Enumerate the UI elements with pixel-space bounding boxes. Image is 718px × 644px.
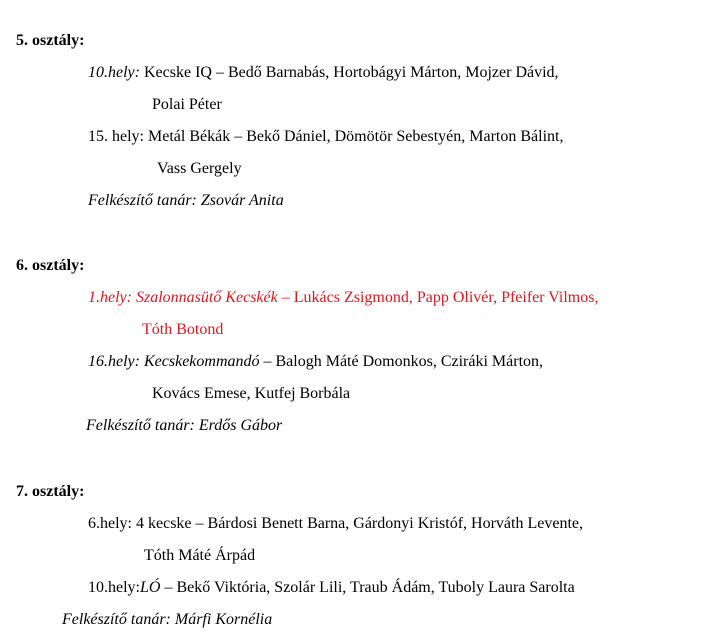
entry-place: 10.hely: [88,579,140,596]
entry-line [88,63,559,83]
entry-team: Kecskekommandó [139,353,260,370]
teacher-line: Felkészítő tanár: Márfi Kornélia [62,611,273,628]
entry-line [88,352,543,372]
entry-line [88,578,575,598]
entry-team: Szalonnasütő Kecskék [131,289,278,306]
entry-team: Metál Békák [144,128,231,145]
entry-members-continued: Polai Péter [152,96,222,113]
entry-line-highlight [88,288,598,308]
section-heading-7: 7. osztály: [16,483,85,500]
entry-members-continued: Tóth Botond [142,321,224,338]
entry-place: 1.hely: [88,289,132,306]
entry-members-continued: Tóth Máté Árpád [144,547,256,564]
entry-place: 6.hely: [88,515,132,532]
entry-members-continued: Kovács Emese, Kutfej Borbála [152,385,351,402]
entry-team: 4 kecske [132,515,192,532]
entry-members: – Bekő Viktória, Szolár Lili, Traub Ádám, Tuboly Laura Sarolta [160,579,575,596]
entry-place: 15. hely: [88,128,144,145]
entry-team: Kecske IQ [143,64,212,81]
teacher-line: Felkészítő tanár: Erdős Gábor [86,417,283,434]
entry-members: – Lukács Zsigmond, Papp Olivér, Pfeifer Vilmos, [277,289,599,306]
section-heading-5: 5. osztály: [16,32,85,49]
entry-members: – Bárdosi Benett Barna, Gárdonyi Kristóf, Horváth Levente, [191,515,583,532]
entry-line [88,127,563,147]
entry-members: – Bedő Barnabás, Hortobágyi Márton, Mojzer Dávid, [211,64,559,81]
entry-team: LÓ [140,579,161,596]
entry-line [88,514,583,534]
entry-place: 10.hely: [88,64,140,81]
teacher-line: Felkészítő tanár: Zsovár Anita [88,192,284,209]
entry-members-continued: Vass Gergely [157,160,242,177]
section-heading-6: 6. osztály: [16,257,85,274]
entry-members: – Bekő Dániel, Dömötör Sebestyén, Marton Bálint, [230,128,564,145]
entry-place: 16.hely: [88,353,140,370]
entry-members: – Balogh Máté Domonkos, Cziráki Márton, [259,353,544,370]
